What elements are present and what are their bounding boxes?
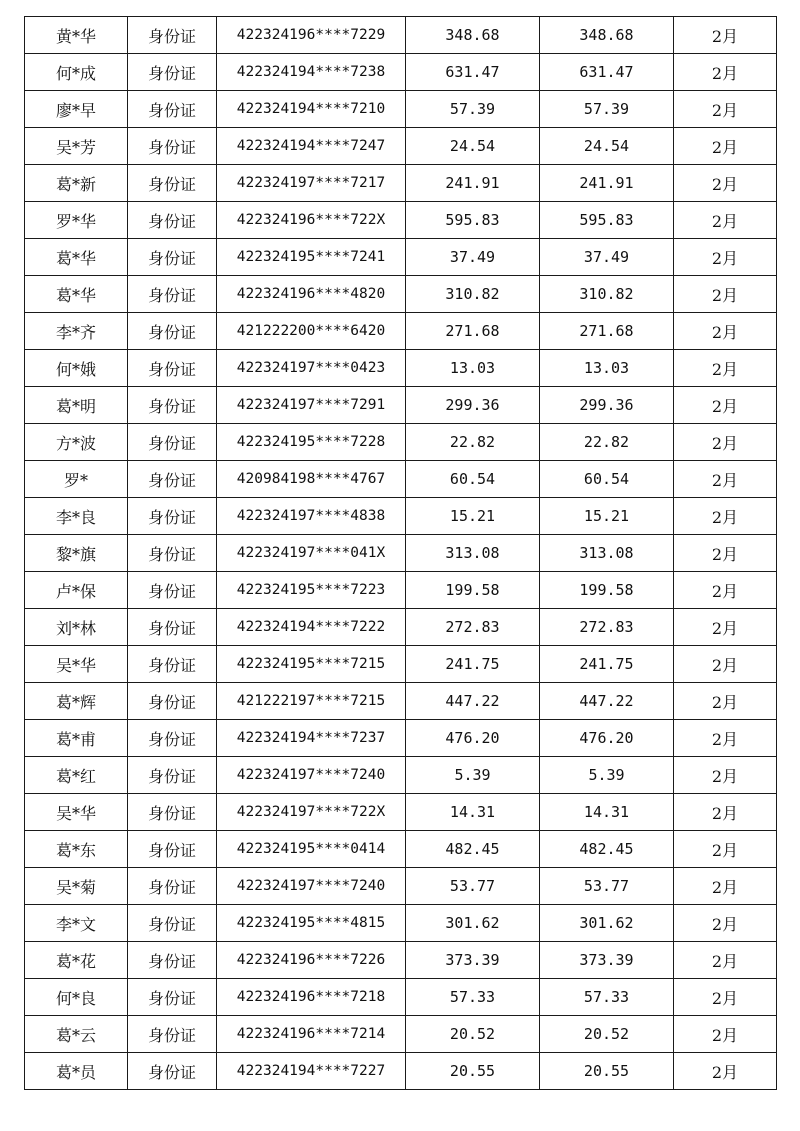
amount-cell: 241.91 — [406, 165, 540, 202]
amount-cell: 272.83 — [406, 609, 540, 646]
amount-cell: 20.52 — [406, 1016, 540, 1053]
id-type-cell: 身份证 — [128, 942, 217, 979]
name-cell: 罗* — [25, 461, 128, 498]
name-cell: 李*良 — [25, 498, 128, 535]
name-cell: 吴*菊 — [25, 868, 128, 905]
table-row — [25, 942, 777, 979]
id-number-cell: 422324196****7214 — [217, 1016, 406, 1053]
table-row — [25, 276, 777, 313]
amount-cell: 476.20 — [406, 720, 540, 757]
id-number-cell: 422324196****722X — [217, 202, 406, 239]
id-number-cell: 422324196****4820 — [217, 276, 406, 313]
amount-cell: 373.39 — [406, 942, 540, 979]
amount-paid-cell: 57.39 — [540, 91, 674, 128]
name-cell: 卢*保 — [25, 572, 128, 609]
table-row — [25, 979, 777, 1016]
amount-paid-cell: 631.47 — [540, 54, 674, 91]
table-row — [25, 17, 777, 54]
id-type-cell: 身份证 — [128, 831, 217, 868]
table-row — [25, 54, 777, 91]
id-number-cell: 422324196****7226 — [217, 942, 406, 979]
month-cell: 2月 — [674, 942, 777, 979]
id-type-cell: 身份证 — [128, 720, 217, 757]
table-row — [25, 461, 777, 498]
amount-paid-cell: 60.54 — [540, 461, 674, 498]
amount-cell: 301.62 — [406, 905, 540, 942]
month-cell: 2月 — [674, 720, 777, 757]
name-cell: 李*文 — [25, 905, 128, 942]
amount-paid-cell: 313.08 — [540, 535, 674, 572]
amount-paid-cell: 24.54 — [540, 128, 674, 165]
id-type-cell: 身份证 — [128, 979, 217, 1016]
amount-paid-cell: 301.62 — [540, 905, 674, 942]
amount-paid-cell: 447.22 — [540, 683, 674, 720]
month-cell: 2月 — [674, 609, 777, 646]
amount-paid-cell: 20.52 — [540, 1016, 674, 1053]
id-type-cell: 身份证 — [128, 17, 217, 54]
name-cell: 廖*早 — [25, 91, 128, 128]
amount-cell: 241.75 — [406, 646, 540, 683]
id-number-cell: 422324197****722X — [217, 794, 406, 831]
amount-cell: 595.83 — [406, 202, 540, 239]
table-row — [25, 572, 777, 609]
table-row — [25, 831, 777, 868]
name-cell: 葛*华 — [25, 276, 128, 313]
amount-paid-cell: 22.82 — [540, 424, 674, 461]
amount-cell: 447.22 — [406, 683, 540, 720]
table-row — [25, 609, 777, 646]
amount-cell: 199.58 — [406, 572, 540, 609]
amount-paid-cell: 310.82 — [540, 276, 674, 313]
amount-cell: 313.08 — [406, 535, 540, 572]
amount-paid-cell: 13.03 — [540, 350, 674, 387]
id-type-cell: 身份证 — [128, 202, 217, 239]
amount-cell: 482.45 — [406, 831, 540, 868]
id-type-cell: 身份证 — [128, 535, 217, 572]
name-cell: 吴*芳 — [25, 128, 128, 165]
month-cell: 2月 — [674, 498, 777, 535]
id-type-cell: 身份证 — [128, 905, 217, 942]
table-row — [25, 757, 777, 794]
id-type-cell: 身份证 — [128, 239, 217, 276]
month-cell: 2月 — [674, 387, 777, 424]
id-type-cell: 身份证 — [128, 461, 217, 498]
month-cell: 2月 — [674, 1016, 777, 1053]
id-number-cell: 422324195****7215 — [217, 646, 406, 683]
month-cell: 2月 — [674, 1053, 777, 1090]
month-cell: 2月 — [674, 239, 777, 276]
id-number-cell: 422324195****0414 — [217, 831, 406, 868]
id-type-cell: 身份证 — [128, 276, 217, 313]
id-number-cell: 422324197****4838 — [217, 498, 406, 535]
id-type-cell: 身份证 — [128, 498, 217, 535]
amount-paid-cell: 595.83 — [540, 202, 674, 239]
id-type-cell: 身份证 — [128, 54, 217, 91]
amount-cell: 14.31 — [406, 794, 540, 831]
amount-cell: 57.39 — [406, 91, 540, 128]
id-number-cell: 422324194****7237 — [217, 720, 406, 757]
table-row — [25, 350, 777, 387]
id-number-cell: 422324194****7238 — [217, 54, 406, 91]
id-number-cell: 422324194****7222 — [217, 609, 406, 646]
amount-paid-cell: 14.31 — [540, 794, 674, 831]
amount-cell: 631.47 — [406, 54, 540, 91]
amount-paid-cell: 20.55 — [540, 1053, 674, 1090]
id-type-cell: 身份证 — [128, 1016, 217, 1053]
id-number-cell: 421222200****6420 — [217, 313, 406, 350]
name-cell: 吴*华 — [25, 794, 128, 831]
name-cell: 葛*明 — [25, 387, 128, 424]
amount-cell: 310.82 — [406, 276, 540, 313]
month-cell: 2月 — [674, 276, 777, 313]
id-type-cell: 身份证 — [128, 1053, 217, 1090]
table-body — [25, 17, 777, 1090]
id-number-cell: 421222197****7215 — [217, 683, 406, 720]
id-number-cell: 422324197****0423 — [217, 350, 406, 387]
amount-cell: 24.54 — [406, 128, 540, 165]
name-cell: 罗*华 — [25, 202, 128, 239]
id-number-cell: 422324197****7240 — [217, 757, 406, 794]
table-row — [25, 313, 777, 350]
month-cell: 2月 — [674, 794, 777, 831]
table-row — [25, 165, 777, 202]
amount-cell: 22.82 — [406, 424, 540, 461]
amount-paid-cell: 272.83 — [540, 609, 674, 646]
amount-cell: 271.68 — [406, 313, 540, 350]
table-row — [25, 202, 777, 239]
table-row — [25, 868, 777, 905]
month-cell: 2月 — [674, 979, 777, 1016]
amount-paid-cell: 15.21 — [540, 498, 674, 535]
table-row — [25, 424, 777, 461]
table-row — [25, 1053, 777, 1090]
id-number-cell: 422324197****7240 — [217, 868, 406, 905]
month-cell: 2月 — [674, 757, 777, 794]
id-number-cell: 422324195****7241 — [217, 239, 406, 276]
id-type-cell: 身份证 — [128, 646, 217, 683]
id-type-cell: 身份证 — [128, 313, 217, 350]
id-type-cell: 身份证 — [128, 868, 217, 905]
id-type-cell: 身份证 — [128, 757, 217, 794]
table-row — [25, 1016, 777, 1053]
table-row — [25, 498, 777, 535]
name-cell: 黄*华 — [25, 17, 128, 54]
amount-paid-cell: 476.20 — [540, 720, 674, 757]
id-type-cell: 身份证 — [128, 128, 217, 165]
amount-paid-cell: 57.33 — [540, 979, 674, 1016]
id-type-cell: 身份证 — [128, 91, 217, 128]
amount-cell: 13.03 — [406, 350, 540, 387]
table-row — [25, 91, 777, 128]
amount-cell: 348.68 — [406, 17, 540, 54]
id-number-cell: 422324197****041X — [217, 535, 406, 572]
month-cell: 2月 — [674, 91, 777, 128]
month-cell: 2月 — [674, 54, 777, 91]
subsidy-roster-table — [24, 16, 777, 1090]
amount-cell: 5.39 — [406, 757, 540, 794]
name-cell: 葛*华 — [25, 239, 128, 276]
id-number-cell: 422324196****7218 — [217, 979, 406, 1016]
month-cell: 2月 — [674, 202, 777, 239]
amount-cell: 299.36 — [406, 387, 540, 424]
name-cell: 李*齐 — [25, 313, 128, 350]
month-cell: 2月 — [674, 350, 777, 387]
month-cell: 2月 — [674, 461, 777, 498]
month-cell: 2月 — [674, 646, 777, 683]
table-row — [25, 535, 777, 572]
name-cell: 方*波 — [25, 424, 128, 461]
month-cell: 2月 — [674, 165, 777, 202]
name-cell: 何*娥 — [25, 350, 128, 387]
amount-paid-cell: 299.36 — [540, 387, 674, 424]
amount-cell: 60.54 — [406, 461, 540, 498]
name-cell: 何*成 — [25, 54, 128, 91]
amount-paid-cell: 37.49 — [540, 239, 674, 276]
month-cell: 2月 — [674, 572, 777, 609]
amount-paid-cell: 482.45 — [540, 831, 674, 868]
name-cell: 吴*华 — [25, 646, 128, 683]
month-cell: 2月 — [674, 683, 777, 720]
amount-paid-cell: 53.77 — [540, 868, 674, 905]
month-cell: 2月 — [674, 868, 777, 905]
id-type-cell: 身份证 — [128, 165, 217, 202]
name-cell: 葛*东 — [25, 831, 128, 868]
table-row — [25, 720, 777, 757]
name-cell: 葛*花 — [25, 942, 128, 979]
month-cell: 2月 — [674, 905, 777, 942]
amount-paid-cell: 271.68 — [540, 313, 674, 350]
name-cell: 葛*辉 — [25, 683, 128, 720]
name-cell: 葛*员 — [25, 1053, 128, 1090]
amount-cell: 37.49 — [406, 239, 540, 276]
month-cell: 2月 — [674, 313, 777, 350]
name-cell: 葛*云 — [25, 1016, 128, 1053]
table-row — [25, 387, 777, 424]
id-number-cell: 420984198****4767 — [217, 461, 406, 498]
id-number-cell: 422324194****7247 — [217, 128, 406, 165]
amount-cell: 57.33 — [406, 979, 540, 1016]
id-number-cell: 422324194****7210 — [217, 91, 406, 128]
name-cell: 葛*红 — [25, 757, 128, 794]
table-row — [25, 905, 777, 942]
amount-paid-cell: 5.39 — [540, 757, 674, 794]
amount-cell: 53.77 — [406, 868, 540, 905]
amount-paid-cell: 199.58 — [540, 572, 674, 609]
id-type-cell: 身份证 — [128, 572, 217, 609]
table-row — [25, 239, 777, 276]
name-cell: 刘*林 — [25, 609, 128, 646]
month-cell: 2月 — [674, 17, 777, 54]
month-cell: 2月 — [674, 831, 777, 868]
id-type-cell: 身份证 — [128, 683, 217, 720]
id-type-cell: 身份证 — [128, 794, 217, 831]
amount-cell: 15.21 — [406, 498, 540, 535]
id-type-cell: 身份证 — [128, 387, 217, 424]
table-row — [25, 794, 777, 831]
month-cell: 2月 — [674, 424, 777, 461]
id-number-cell: 422324197****7217 — [217, 165, 406, 202]
month-cell: 2月 — [674, 535, 777, 572]
name-cell: 何*良 — [25, 979, 128, 1016]
id-number-cell: 422324197****7291 — [217, 387, 406, 424]
month-cell: 2月 — [674, 128, 777, 165]
id-type-cell: 身份证 — [128, 609, 217, 646]
amount-paid-cell: 241.75 — [540, 646, 674, 683]
id-number-cell: 422324195****7223 — [217, 572, 406, 609]
name-cell: 葛*新 — [25, 165, 128, 202]
id-type-cell: 身份证 — [128, 350, 217, 387]
id-number-cell: 422324195****7228 — [217, 424, 406, 461]
name-cell: 葛*甫 — [25, 720, 128, 757]
id-number-cell: 422324195****4815 — [217, 905, 406, 942]
id-number-cell: 422324196****7229 — [217, 17, 406, 54]
amount-paid-cell: 373.39 — [540, 942, 674, 979]
amount-cell: 20.55 — [406, 1053, 540, 1090]
id-number-cell: 422324194****7227 — [217, 1053, 406, 1090]
table-row — [25, 128, 777, 165]
name-cell: 黎*旗 — [25, 535, 128, 572]
table-row — [25, 683, 777, 720]
amount-paid-cell: 241.91 — [540, 165, 674, 202]
id-type-cell: 身份证 — [128, 424, 217, 461]
table-row — [25, 646, 777, 683]
amount-paid-cell: 348.68 — [540, 17, 674, 54]
